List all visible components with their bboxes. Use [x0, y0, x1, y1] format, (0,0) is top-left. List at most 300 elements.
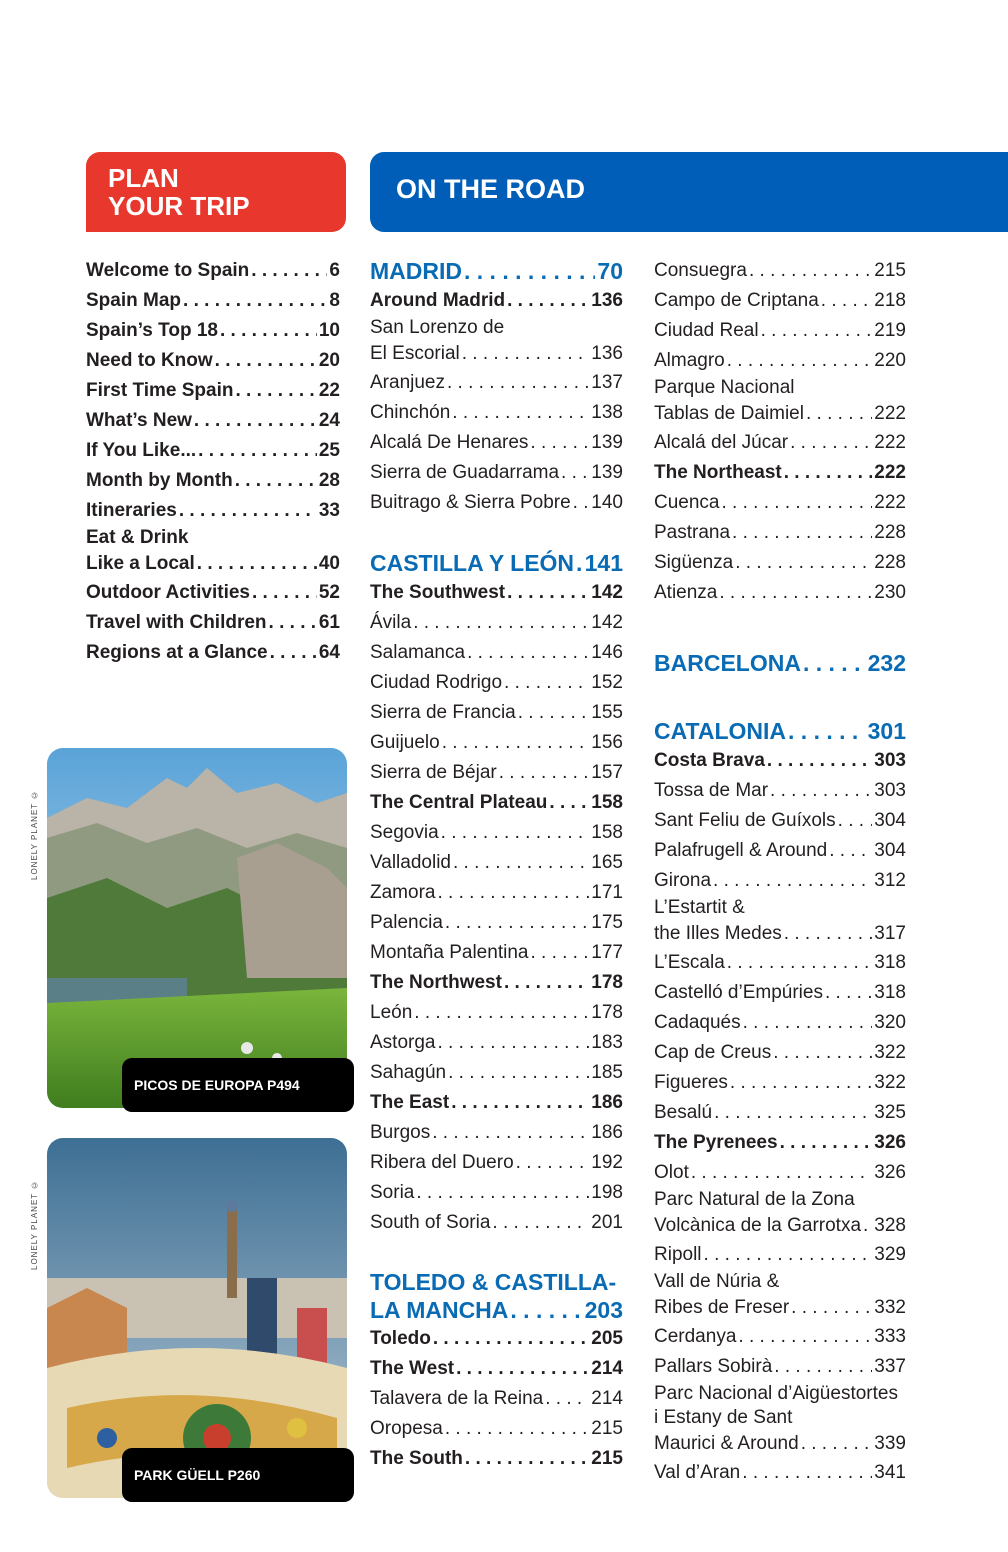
toc-page-number: 142: [591, 582, 623, 603]
toc-entry-label-line: Parc Nacional d’Aigüestortes: [654, 1383, 898, 1404]
toc-page-number: 10: [318, 320, 340, 341]
leader-dots: [530, 938, 589, 968]
toc-page-number: 52: [318, 582, 340, 603]
leader-dots: [770, 776, 872, 806]
toc-page-number: 214: [591, 1388, 623, 1409]
toc-page-number: 33: [318, 500, 340, 521]
leader-dots: [803, 648, 866, 678]
toc-entry: [370, 368, 623, 398]
toc-entry: [654, 256, 906, 286]
toc-page-number: 158: [591, 792, 623, 813]
toc-page-number: 70: [597, 258, 623, 284]
toc-entry-label: Around Madrid: [370, 290, 506, 311]
leader-dots: [722, 488, 873, 518]
toc-page-number: 137: [591, 372, 623, 393]
toc-page-number: 146: [591, 642, 623, 663]
toc-page-number: 337: [874, 1356, 906, 1377]
leader-dots: [573, 488, 590, 518]
toc-entry: [370, 758, 623, 788]
toc-page-number: 175: [591, 912, 623, 933]
toc-entry: [654, 896, 906, 948]
toc-entry-label: Alcalá del Júcar: [654, 432, 789, 453]
toc-page-number: 232: [867, 650, 906, 676]
leader-dots: [456, 1354, 589, 1384]
toc-page-number: 332: [874, 1297, 906, 1318]
toc-entry-label: Costa Brava: [654, 750, 765, 771]
toc-entry: [654, 1188, 906, 1240]
leader-dots: [516, 1148, 590, 1178]
leader-dots: [730, 1068, 872, 1098]
toc-page-number: 141: [584, 550, 623, 576]
leader-dots: [416, 1178, 589, 1208]
toc-entry: [86, 638, 340, 668]
toc-entry-label: The South: [370, 1448, 463, 1469]
toc-entry-label: Ribes de Freser: [654, 1297, 790, 1318]
toc-page-number: 215: [591, 1448, 623, 1469]
toc-page-number: 8: [329, 290, 340, 311]
toc-entry-label: The East: [370, 1092, 450, 1113]
toc-page-number: 6: [329, 260, 340, 281]
toc-page-number: 140: [591, 492, 623, 513]
toc-page-number: 139: [591, 432, 623, 453]
toc-page-number: 165: [591, 852, 623, 873]
picos-de-europa-photo: [47, 748, 347, 1108]
leader-dots: [727, 948, 873, 978]
leader-dots: [251, 256, 327, 286]
toc-entry-label: Montaña Palentina: [370, 942, 529, 963]
toc-entry-label: Need to Know: [86, 350, 213, 371]
toc-page-number: 215: [591, 1418, 623, 1439]
leader-dots: [801, 1430, 873, 1458]
leader-dots: [767, 746, 872, 776]
toc-entry-label: Ciudad Rodrigo: [370, 672, 503, 693]
toc-entry-label-line: L’Estartit &: [654, 897, 745, 918]
toc-entry: [654, 286, 906, 316]
leader-dots: [784, 458, 873, 488]
leader-dots: [738, 1322, 872, 1352]
toc-entry-label: Sant Feliu de Guíxols: [654, 810, 836, 831]
leader-dots: [863, 1212, 872, 1240]
toc-entry: [654, 548, 906, 578]
leader-dots: [197, 550, 317, 578]
toc-entry-label: Spain’s Top 18: [86, 320, 218, 341]
leader-dots: [727, 346, 873, 376]
toc-entry-label: the Illes Medes: [654, 923, 782, 944]
toc-entry: [654, 1458, 906, 1488]
toc-entry-label-line: Vall de Núria &: [654, 1271, 780, 1292]
toc-entry: [370, 1178, 623, 1208]
toc-page-number: 64: [318, 642, 340, 663]
toc-entry: [370, 968, 623, 998]
toc-page-number: 22: [318, 380, 340, 401]
toc-entry: [370, 638, 623, 668]
leader-dots: [462, 340, 590, 368]
toc-entry: [370, 488, 623, 518]
toc-entry: [654, 1128, 906, 1158]
toc-entry-label: Oropesa: [370, 1418, 443, 1439]
leader-dots: [518, 698, 590, 728]
toc-entry-label: Like a Local: [86, 553, 195, 574]
toc-entry: [86, 286, 340, 316]
toc-entry-label: Consuegra: [654, 260, 747, 281]
toc-page-number: 222: [874, 432, 906, 453]
toc-entry: [370, 1324, 623, 1354]
toc-entry-label: Month by Month: [86, 470, 233, 491]
leader-dots: [183, 286, 327, 316]
toc-page-number: 28: [318, 470, 340, 491]
toc-page-number: 218: [874, 290, 906, 311]
leader-dots: [773, 1038, 872, 1068]
toc-entry-label: CASTILLA Y LEÓN: [370, 550, 575, 576]
toc-page-number: 24: [318, 410, 340, 431]
leader-dots: [179, 496, 317, 526]
toc-entry: [370, 938, 623, 968]
leader-dots: [735, 548, 872, 578]
toc-entry-label: Valladolid: [370, 852, 451, 873]
toc-entry: [654, 1352, 906, 1382]
toc-entry: [86, 526, 340, 578]
toc-page-number: 312: [874, 870, 906, 891]
leader-dots: [464, 256, 595, 286]
leader-dots: [829, 836, 872, 866]
leader-dots: [499, 758, 590, 788]
leader-dots: [780, 1128, 873, 1158]
toc-entry-label: Burgos: [370, 1122, 431, 1143]
toc-entry: [654, 346, 906, 376]
leader-dots: [504, 668, 589, 698]
toc-page-number: 326: [874, 1162, 906, 1183]
toc-entry: [370, 1058, 623, 1088]
toc-entry: [654, 1098, 906, 1128]
toc-page-number: 222: [874, 403, 906, 424]
toc-page-number: 318: [874, 982, 906, 1003]
toc-entry: [370, 1354, 623, 1384]
leader-dots: [448, 1058, 589, 1088]
toc-entry: [86, 406, 340, 436]
toc-entry-label: If You Like...: [86, 440, 197, 461]
toc-entry: [370, 398, 623, 428]
leader-dots: [453, 848, 589, 878]
toc-page-number: 61: [318, 612, 340, 633]
plan-your-trip-header: [86, 152, 346, 232]
toc-entry-label: Maurici & Around: [654, 1433, 799, 1454]
toc-entry-label-line: i Estany de Sant: [654, 1407, 793, 1428]
toc-page-number: 318: [874, 952, 906, 973]
toc-entry: [370, 428, 623, 458]
leader-dots: [549, 788, 589, 818]
toc-page-number: 222: [874, 492, 906, 513]
toc-page-number: 303: [874, 780, 906, 801]
leader-dots: [691, 1158, 872, 1188]
toc-page-number: 219: [874, 320, 906, 341]
leader-dots: [704, 1240, 873, 1270]
toc-entry: [654, 948, 906, 978]
toc-entry: [654, 518, 906, 548]
leader-dots: [576, 548, 583, 578]
toc-entry: [370, 1148, 623, 1178]
toc-entry: [654, 836, 906, 866]
toc-page-number: 158: [591, 822, 623, 843]
toc-entry: [370, 316, 623, 368]
leader-dots: [838, 806, 873, 836]
toc-entry-label: Cadaqués: [654, 1012, 741, 1033]
toc-entry: [370, 728, 623, 758]
toc-entry-label: Spain Map: [86, 290, 182, 311]
leader-dots: [561, 458, 589, 488]
leader-dots: [252, 578, 317, 608]
toc-entry-label-line: Eat & Drink: [86, 527, 189, 548]
toc-page-number: 40: [318, 553, 340, 574]
toc-page-number: 25: [318, 440, 340, 461]
toc-entry-label: Olot: [654, 1162, 689, 1183]
toc-entry: [370, 818, 623, 848]
toc-page-number: 20: [318, 350, 340, 371]
toc-entry: [654, 316, 906, 346]
toc-page-number: 322: [874, 1042, 906, 1063]
toc-page-number: 186: [591, 1092, 623, 1113]
leader-dots: [432, 1118, 589, 1148]
toc-entry-label: Volcànica de la Garrotxa: [654, 1215, 862, 1236]
toc-page-number: 333: [874, 1326, 906, 1347]
leader-dots: [467, 638, 589, 668]
toc-entry: [654, 1322, 906, 1352]
toc-entry-label: The West: [370, 1358, 455, 1379]
toc-page-number: 341: [874, 1462, 906, 1483]
toc-page-number: 220: [874, 350, 906, 371]
toc-page-number: 320: [874, 1012, 906, 1033]
toc-page-number: 301: [867, 718, 906, 744]
toc-entry: [370, 668, 623, 698]
toc-entry: [86, 436, 340, 466]
toc-entry: [370, 788, 623, 818]
park-guell-caption: PARK GÜELL P260: [122, 1448, 354, 1502]
leader-dots: [714, 1098, 872, 1128]
toc-entry-label: The Northeast: [654, 462, 782, 483]
toc-entry-label: Figueres: [654, 1072, 728, 1093]
leader-dots: [791, 1294, 872, 1322]
toc-entry: [654, 866, 906, 896]
toc-entry-label: Salamanca: [370, 642, 466, 663]
toc-entry-label: Toledo: [370, 1328, 431, 1349]
toc-page-number: 186: [591, 1122, 623, 1143]
toc-entry: [654, 1038, 906, 1068]
photo-credit: LONELY PLANET ©: [30, 789, 39, 880]
toc-entry-label: Welcome to Spain: [86, 260, 250, 281]
toc-page-number: 203: [584, 1297, 623, 1323]
leader-dots: [445, 908, 589, 938]
toc-entry: [370, 1414, 623, 1444]
toc-page-number: 192: [591, 1152, 623, 1173]
toc-entry-label: Travel with Children: [86, 612, 267, 633]
toc-entry-label: Almagro: [654, 350, 725, 371]
leader-dots: [198, 436, 317, 466]
leader-dots: [465, 1444, 589, 1474]
toc-entry-label: Cap de Creus: [654, 1042, 772, 1063]
toc-region-heading: [370, 256, 623, 286]
leader-dots: [732, 518, 872, 548]
toc-entry: [654, 1240, 906, 1270]
toc-entry-label: Tossa de Mar: [654, 780, 769, 801]
toc-entry-label: Sierra de Béjar: [370, 762, 497, 783]
toc-entry-label: Ribera del Duero: [370, 1152, 514, 1173]
toc-entry-label: Besalú: [654, 1102, 713, 1123]
leader-dots: [442, 728, 590, 758]
toc-entry: [370, 458, 623, 488]
leader-dots: [447, 368, 589, 398]
leader-dots: [507, 578, 589, 608]
toc-entry: [370, 578, 623, 608]
toc-entry: [654, 776, 906, 806]
toc-entry-label: Val d’Aran: [654, 1462, 741, 1483]
toc-entry: [370, 1088, 623, 1118]
toc-entry-label: Castelló d’Empúries: [654, 982, 823, 1003]
leader-dots: [445, 1414, 589, 1444]
toc-entry-label: The Southwest: [370, 582, 506, 603]
toc-page-number: 215: [874, 260, 906, 281]
toc-page-number: 201: [591, 1212, 623, 1233]
park-guell-photo: [47, 1138, 347, 1498]
picos-de-europa-caption: PICOS DE EUROPA P494: [122, 1058, 354, 1112]
toc-entry: [370, 698, 623, 728]
toc-region-heading: [654, 648, 906, 678]
toc-entry-label-line: San Lorenzo de: [370, 317, 505, 338]
toc-entry-label: The Northwest: [370, 972, 502, 993]
toc-entry: [370, 878, 623, 908]
toc-entry-label: Regions at a Glance: [86, 642, 268, 663]
toc-page-number: 198: [591, 1182, 623, 1203]
toc-entry-label: Pastrana: [654, 522, 731, 543]
toc-entry: [86, 608, 340, 638]
toc-page-number: 136: [591, 343, 623, 364]
toc-entry: [370, 286, 623, 316]
toc-entry: [370, 1444, 623, 1474]
toc-entry-label: León: [370, 1002, 413, 1023]
leader-dots: [821, 286, 873, 316]
toc-entry: [370, 998, 623, 1028]
toc-entry: [370, 848, 623, 878]
toc-page-number: 317: [874, 923, 906, 944]
toc-entry: [370, 608, 623, 638]
toc-entry: [86, 496, 340, 526]
toc-page-number: 178: [591, 972, 623, 993]
toc-entry-label: Soria: [370, 1182, 415, 1203]
toc-entry-label-line: Parque Nacional: [654, 377, 795, 398]
leader-dots: [441, 818, 590, 848]
leader-dots: [749, 256, 872, 286]
toc-entry-label: CATALONIA: [654, 718, 787, 744]
toc-entry: [86, 578, 340, 608]
toc-page-number: 185: [591, 1062, 623, 1083]
leader-dots: [437, 878, 589, 908]
toc-page-number: 222: [874, 462, 906, 483]
toc-region-heading: [654, 716, 906, 746]
toc-entry-label-line: TOLEDO & CASTILLA-: [370, 1269, 617, 1295]
toc-entry: [370, 1118, 623, 1148]
toc-page-number: 214: [591, 1358, 623, 1379]
leader-dots: [504, 968, 589, 998]
leader-dots: [413, 608, 589, 638]
toc-entry-label: Buitrago & Sierra Pobre: [370, 492, 571, 513]
toc-page-number: 177: [591, 942, 623, 963]
toc-entry-label: Sigüenza: [654, 552, 734, 573]
leader-dots: [507, 286, 589, 316]
leader-dots: [743, 1008, 873, 1038]
toc-entry-label: Tablas de Daimiel: [654, 403, 804, 424]
toc-entry-label: Cuenca: [654, 492, 720, 513]
toc-page-number: 155: [591, 702, 623, 723]
on-the-road-header: ON THE ROAD: [370, 152, 1008, 232]
leader-dots: [790, 428, 872, 458]
leader-dots: [451, 1088, 589, 1118]
leader-dots: [194, 406, 317, 436]
toc-entry: [370, 1208, 623, 1238]
toc-entry: [86, 466, 340, 496]
toc-entry-label: Segovia: [370, 822, 439, 843]
toc-page-number: 138: [591, 402, 623, 423]
toc-entry-label: Sierra de Francia: [370, 702, 516, 723]
toc-entry-label: Astorga: [370, 1032, 436, 1053]
toc-entry-label: The Pyrenees: [654, 1132, 778, 1153]
photo-credit: LONELY PLANET ©: [30, 1179, 39, 1270]
toc-page-number: 228: [874, 522, 906, 543]
toc-entry-label: BARCELONA: [654, 650, 801, 676]
toc-page-number: 326: [874, 1132, 906, 1153]
toc-entry-label: Ciudad Real: [654, 320, 759, 341]
toc-entry: [654, 1068, 906, 1098]
toc-entry: [654, 1270, 906, 1322]
leader-dots: [235, 466, 317, 496]
toc-page-number: 304: [874, 840, 906, 861]
toc-entry: [654, 1008, 906, 1038]
toc-entry-label: Sahagún: [370, 1062, 447, 1083]
toc-page-number: 329: [874, 1244, 906, 1265]
toc-entry-label: Palafrugell & Around: [654, 840, 828, 861]
leader-dots: [806, 400, 872, 428]
toc-page-number: 136: [591, 290, 623, 311]
toc-entry-label: MADRID: [370, 258, 462, 284]
toc-entry-label: Girona: [654, 870, 712, 891]
toc-page-number: 325: [874, 1102, 906, 1123]
toc-entry-label: Palencia: [370, 912, 443, 933]
toc-page-number: 228: [874, 552, 906, 573]
toc-entry: [370, 1028, 623, 1058]
plan-header-line2: YOUR TRIP: [108, 191, 250, 221]
toc-page-number: 205: [591, 1328, 623, 1349]
toc-entry-label: Pallars Sobirà: [654, 1356, 773, 1377]
toc-entry-label: What’s New: [86, 410, 192, 431]
toc-entry-label: Alcalá De Henares: [370, 432, 529, 453]
leader-dots: [774, 1352, 872, 1382]
leader-dots: [784, 920, 873, 948]
leader-dots: [235, 376, 316, 406]
toc-entry-label: Aranjuez: [370, 372, 445, 393]
toc-entry: [654, 978, 906, 1008]
toc-page-number: 139: [591, 462, 623, 483]
toc-page-number: 152: [591, 672, 623, 693]
toc-entry: [86, 316, 340, 346]
leader-dots: [492, 1208, 589, 1238]
toc-page-number: 339: [874, 1433, 906, 1454]
toc-page-number: 230: [874, 582, 906, 603]
toc-entry-label: Zamora: [370, 882, 436, 903]
leader-dots: [530, 428, 589, 458]
toc-entry-label: Chinchón: [370, 402, 451, 423]
toc-entry: [654, 428, 906, 458]
toc-entry-label: The Central Plateau: [370, 792, 548, 813]
toc-entry-label: Sierra de Guadarrama: [370, 462, 560, 483]
toc-entry-label: L’Escala: [654, 952, 725, 973]
leader-dots: [269, 608, 317, 638]
